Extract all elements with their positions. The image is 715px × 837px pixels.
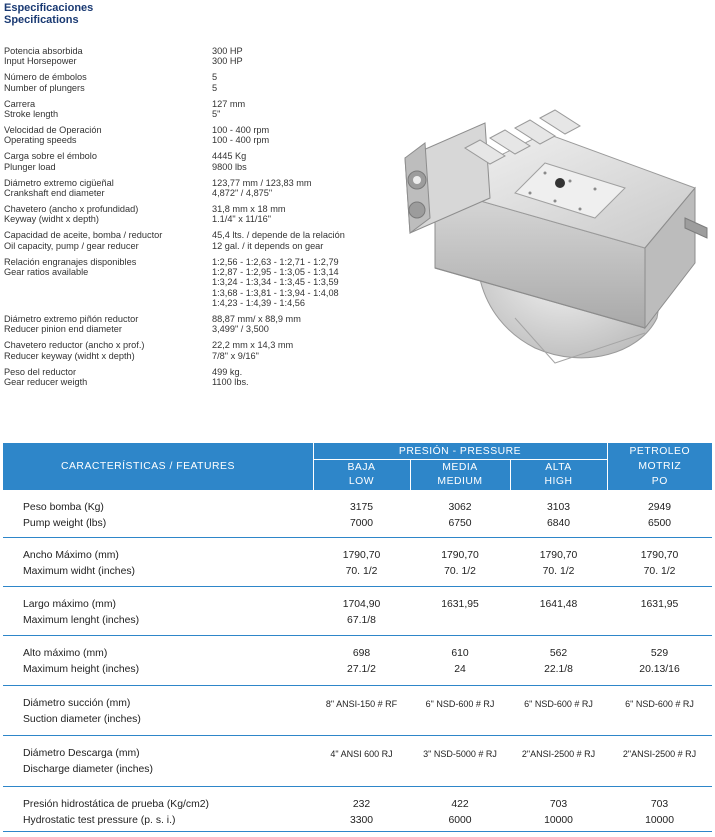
table-row [3,736,712,787]
value-cell: 2"ANSI-2500 # RJ [607,736,712,787]
spec-row [4,204,404,225]
value-cell: 1704,90 67.1/8 [313,587,410,636]
table-row [3,636,712,686]
spec-label: Carrera Stroke length [4,98,59,120]
spec-row [4,230,404,251]
spec-label: Capacidad de aceite, bomba / reductor Oil capacity, pump / gear reducer [4,230,163,251]
value-cell: 698 27.1/2 [313,636,410,686]
value-cell: 6" NSD-600 # RJ [510,686,607,736]
features-header: CARACTERÍSTICAS / FEATURES [3,443,313,490]
table-row [3,587,712,636]
value-cell: 3175 7000 [313,490,410,538]
value-cell: 1631,95 [410,587,510,636]
spec-value: 127 mm 5" [212,98,246,120]
spec-value: 100 - 400 rpm 100 - 400 rpm [212,124,270,146]
spec-value: 31,8 mm x 18 mm 1.1/4" x 11/16" [212,203,286,225]
spec-label: Potencia absorbida Input Horsepower [4,46,83,67]
value-cell: 1790,70 70. 1/2 [607,538,712,587]
feature-cell: Ancho Máximo (mm) Maximum widht (inches) [3,538,313,587]
feature-cell: Diámetro Descarga (mm) Discharge diameter (inches) [3,736,313,787]
value-cell: 562 22.1/8 [510,636,607,686]
value-cell: 1790,70 70. 1/2 [410,538,510,587]
spec-label: Chavetero reductor (ancho x prof.) Reducer keyway (widht x depth) [4,340,145,361]
value-cell: 1641,48 [510,587,607,636]
feature-cell: Presión hidrostática de prueba (Kg/cm2) Hydrostatic test pressure (p. s. i.) [3,787,313,832]
feature-cell: Peso bomba (Kg) Pump weight (lbs) [3,490,313,538]
spec-label: Peso del reductor Gear reducer weigth [4,366,88,388]
spec-value: 22,2 mm x 14,3 mm 7/8" x 9/16" [212,340,294,361]
spec-label: Relación engranajes disponibles Gear ratios available [4,256,137,277]
col-header-petroleo: PETROLEO MOTRIZ PO [607,443,712,490]
spec-row [4,340,404,361]
feature-cell: Diámetro succión (mm) Suction diameter (inches) [3,686,313,736]
features-table [3,443,712,832]
value-cell: 703 10000 [510,787,607,832]
table-row [3,490,712,538]
heading-en: Specifications [4,13,79,26]
spec-row [4,46,404,67]
spec-label: Diámetro extremo piñón reductor Reducer pinion end diameter [4,314,139,335]
spec-row [4,151,404,172]
specifications-list [4,46,404,393]
spec-label: Número de émbolos Number of plungers [4,72,87,93]
table-row [3,686,712,736]
spec-value: 88,87 mm/ x 88,9 mm 3,499" / 3,500 [212,314,301,335]
pump-illustration [395,78,715,388]
spec-value: 4445 Kg 9800 lbs [212,151,247,172]
spec-value: 5 5 [212,72,218,93]
table-row [3,787,712,832]
spec-row [4,257,404,309]
table-row [3,538,712,587]
value-cell: 3062 6750 [410,490,510,538]
value-cell: 2949 6500 [607,490,712,538]
spec-value: 1:2,56 - 1:2,63 - 1:2,71 - 1:2,79 1:2,87 - 1:2,95 - 1:3,05 - 1:3,14 1:3,24 - 1:3,34 - 1:3,45 - 1:3,59 1:3,68 - 1:3,81 - 1:3,94 - 1:4,08 1:4,23 - 1:4,39 - 1:4,56 [212,256,339,309]
value-cell: 703 10000 [607,787,712,832]
value-cell: 4" ANSI 600 RJ [313,736,410,787]
feature-cell: Largo máximo (mm) Maximum lenght (inches) [3,587,313,636]
value-cell: 1631,95 [607,587,712,636]
col-header-medium: MEDIA MEDIUM [410,460,510,491]
value-cell: 1790,70 70. 1/2 [510,538,607,587]
heading-es: Especificaciones [4,2,94,14]
value-cell: 3103 6840 [510,490,607,538]
spec-row [4,314,404,335]
value-cell: 3" NSD-5000 # RJ [410,736,510,787]
spec-label: Carga sobre el émbolo Plunger load [4,151,97,172]
value-cell: 422 6000 [410,787,510,832]
spec-value: 45,4 lts. / depende de la relación 12 gal. / it depends on gear [212,230,345,251]
spec-row [4,72,404,93]
feature-cell: Alto máximo (mm) Maximum height (inches) [3,636,313,686]
col-header-high: ALTA HIGH [510,460,607,491]
value-cell: 529 20.13/16 [607,636,712,686]
value-cell: 232 3300 [313,787,410,832]
value-cell: 8" ANSI-150 # RF [313,686,410,736]
spec-value: 499 kg. 1100 lbs. [212,366,249,388]
value-cell: 1790,70 70. 1/2 [313,538,410,587]
spec-row [4,99,404,120]
page-heading [4,3,93,26]
spec-label: Velocidad de Operación Operating speeds [4,124,102,146]
value-cell: 2"ANSI-2500 # RJ [510,736,607,787]
pressure-header: PRESIÓN - PRESSURE [313,443,607,460]
col-header-low: BAJA LOW [313,460,410,491]
spec-value: 300 HP 300 HP [212,46,243,67]
value-cell: 6" NSD-600 # RJ [410,686,510,736]
spec-row [4,178,404,199]
spec-label: Diámetro extremo cigüeñal Crankshaft end diameter [4,177,114,198]
spec-value: 123,77 mm / 123,83 mm 4,872" / 4,875" [212,177,312,198]
spec-row [4,125,404,146]
value-cell: 6" NSD-600 # RJ [607,686,712,736]
spec-label: Chavetero (ancho x profundidad) Keyway (widht x depth) [4,203,139,225]
value-cell: 610 24 [410,636,510,686]
spec-row [4,367,404,388]
